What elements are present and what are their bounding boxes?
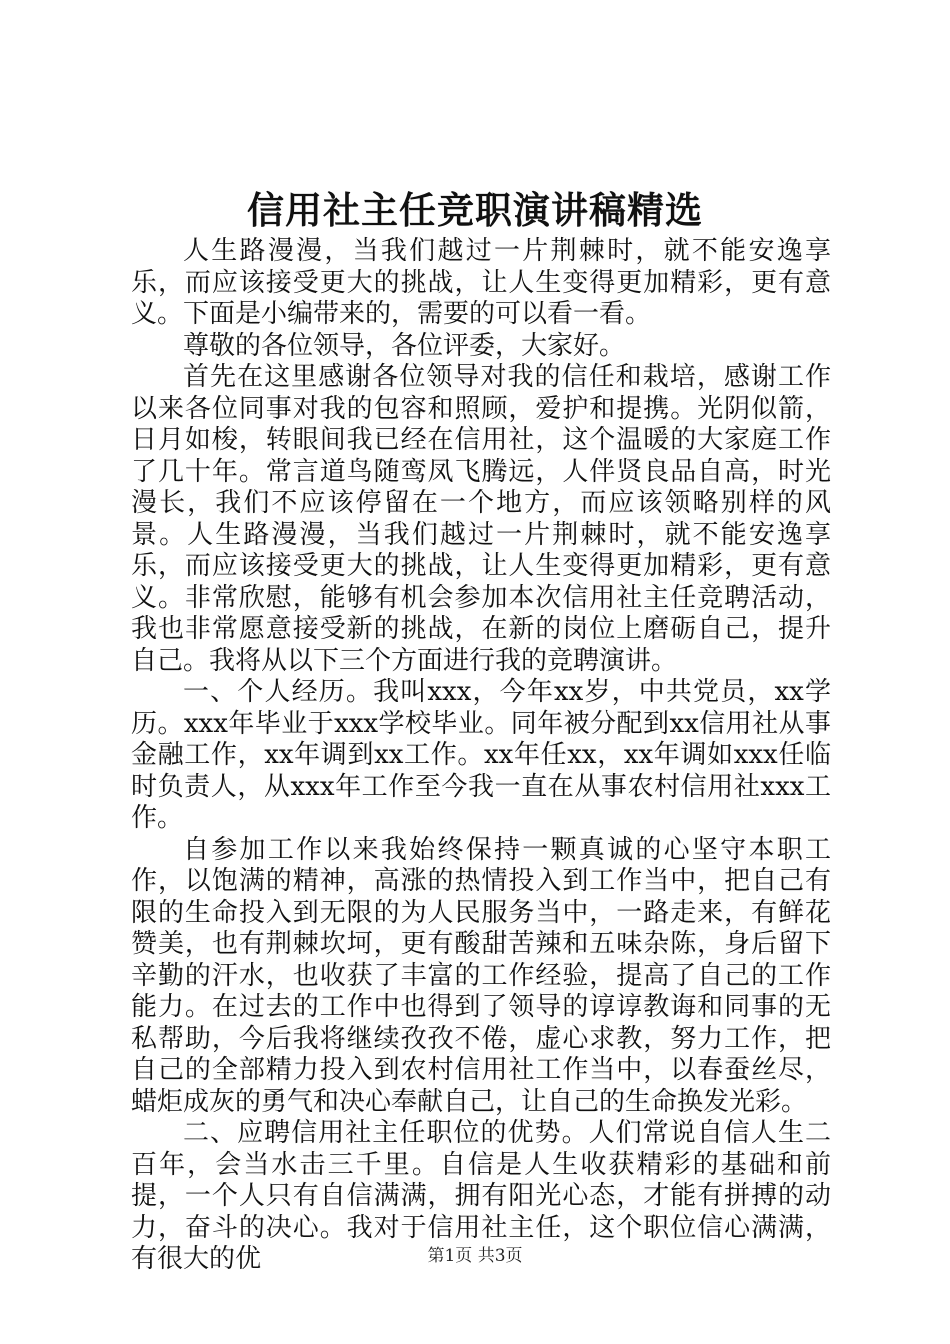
paragraph-advantages: 二、应聘信用社主任职位的优势。人们常说自信人生二百年，会当水击三千里。自信是人生收获精彩的基础和前提，一个人只有自信满满，拥有阳光心态，才能有拼搏的动力，奋斗的决心。我对于信用社主任，这个职位信心满满，有很大的优 bbox=[131, 1118, 831, 1274]
document-title: 信用社主任竞职演讲稿精选 bbox=[247, 188, 703, 232]
paragraph-work-attitude: 自参加工作以来我始终保持一颗真诚的心坚守本职工作，以饱满的精神，高涨的热情投入到工作当中，把自己有限的生命投入到无限的为人民服务当中，一路走来，有鲜花赞美，也有荆棘坎坷，更有酸甜苦辣和五味杂陈，身后留下辛勤的汗水，也收获了丰富的工作经验，提高了自己的工作能力。在过去的工作中也得到了领导的谆谆教诲和同事的无私帮助，今后我将继续孜孜不倦，虚心求教，努力工作，把自己的全部精力投入到农村信用社工作当中，以春蚕丝尽，蜡炬成灰的勇气和决心奉献自己，让自己的生命换发光彩。 bbox=[131, 834, 831, 1117]
paragraph-intro: 人生路漫漫，当我们越过一片荆棘时，就不能安逸享乐，而应该接受更大的挑战，让人生变得更加精彩，更有意义。下面是小编带来的，需要的可以看一看。 bbox=[131, 236, 831, 329]
paragraph-thanks: 首先在这里感谢各位领导对我的信任和栽培，感谢工作以来各位同事对我的包容和照顾，爱护和提携。光阴似箭，日月如梭，转眼间我已经在信用社，这个温暖的大家庭工作了几十年。常言道鸟随鸾凤飞腾远，人伴贤良品自高，时光漫长，我们不应该停留在一个地方，而应该领略别样的风景。人生路漫漫，当我们越过一片荆棘时，就不能安逸享乐，而应该接受更大的挑战，让人生变得更加精彩，更有意义。非常欣慰，能够有机会参加本次信用社主任竞聘活动，我也非常愿意接受新的挑战，在新的岗位上磨砺自己，提升自己。我将从以下三个方面进行我的竞聘演讲。 bbox=[131, 362, 831, 676]
paragraph-greeting: 尊敬的各位领导，各位评委，大家好。 bbox=[183, 330, 626, 361]
document-body bbox=[131, 236, 831, 1276]
paragraph-personal-experience: 一、个人经历。我叫xxx，今年xx岁，中共党员，xx学历。xxx年毕业于xxx学校毕业。同年被分配到xx信用社从事金融工作，xx年调到xx工作。xx年任xx，xx年调如xxx任临时负责人，从xxx年工作至今我一直在从事农村信用社xxx工作。 bbox=[131, 677, 831, 833]
page-indicator: 第1页 共3页 bbox=[427, 1246, 523, 1266]
